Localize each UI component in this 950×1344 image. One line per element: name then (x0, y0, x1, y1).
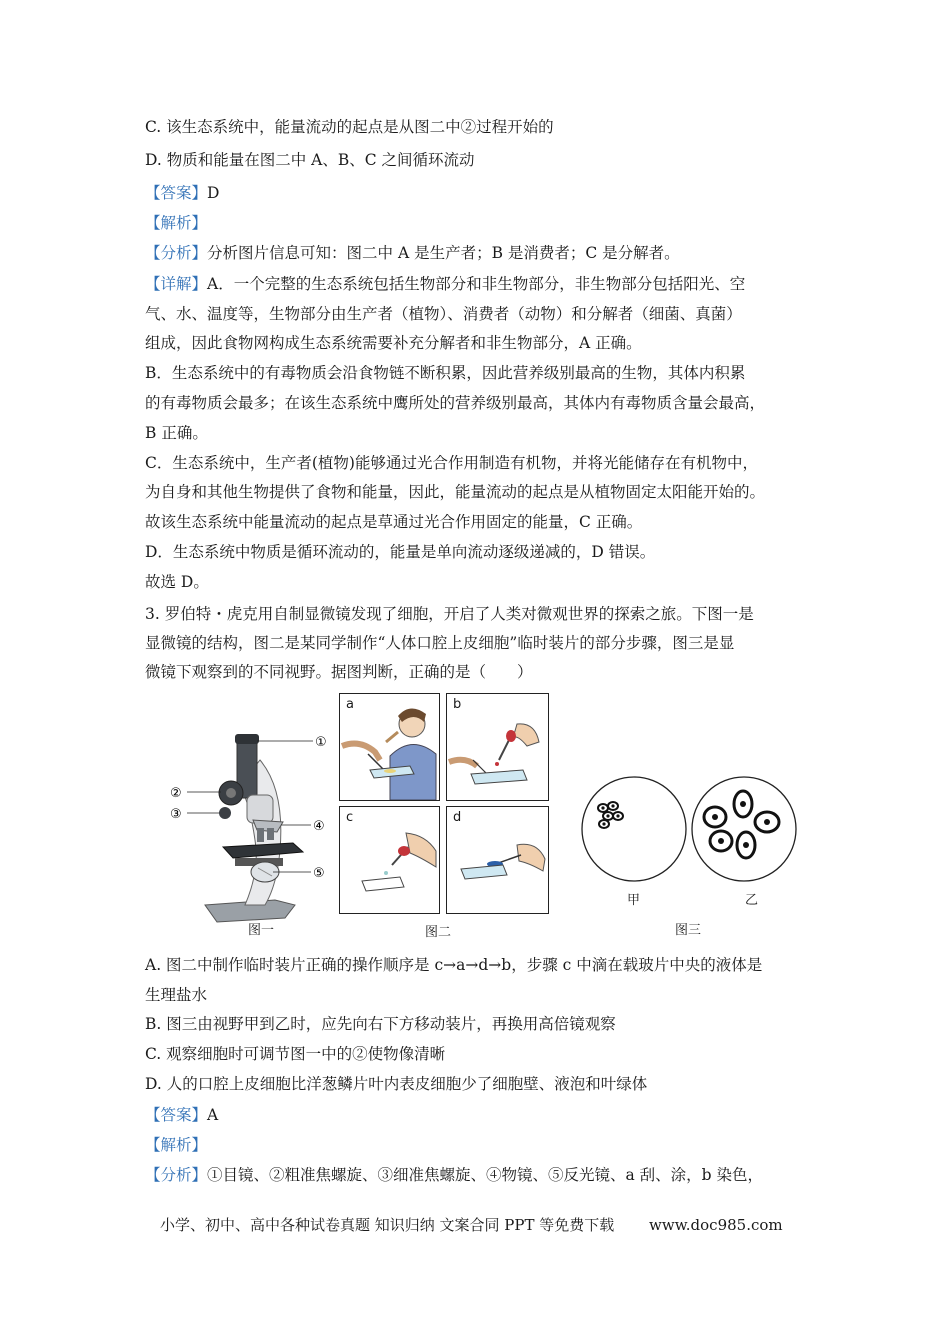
section-tag: 【答案】 (145, 1106, 208, 1124)
line-text: 分析图片信息可知：图二中 A 是生产者；B 是消费者；C 是分解者。 (207, 244, 680, 262)
text-line (145, 1105, 218, 1125)
caption-fig1: 图一 (248, 923, 275, 938)
panel-a-drawing (340, 694, 439, 800)
line-text: 3. 罗伯特・虎克用自制显微镜发现了细胞，开启了人类对微观世界的探索之旅。下图一是 (145, 605, 754, 623)
figure-microscope (165, 700, 340, 940)
panel-b-drawing (447, 694, 548, 800)
text-line (145, 542, 655, 562)
line-text: C. 该生态系统中，能量流动的起点是从图二中②过程开始的 (145, 118, 554, 136)
text-line (145, 304, 742, 324)
text-line (145, 213, 207, 233)
text-line (145, 1165, 763, 1185)
footer-text: 小学、初中、高中各种试卷真题 知识归纳 文案合同 PPT 等免费下载 (160, 1216, 615, 1234)
marker-4: ④ (313, 819, 325, 834)
text-line (145, 955, 762, 975)
line-text: A．一个完整的生态系统包括生物部分和非生物部分，非生物部分包括阳光、空 (207, 275, 746, 293)
line-text: C．生态系统中，生产者(植物)能够通过光合作用制造有机物，并将光能储存在有机物中， (145, 454, 758, 472)
panel-a-label: a (346, 697, 354, 712)
text-line (145, 633, 734, 653)
label-jia: 甲 (627, 893, 641, 908)
label-yi: 乙 (745, 893, 759, 908)
text-line (145, 363, 745, 383)
section-tag: 【答案】 (145, 184, 208, 202)
text-line (145, 512, 642, 532)
text-line (145, 1014, 616, 1034)
footer (160, 1214, 783, 1235)
text-line (145, 453, 758, 473)
line-text: D．生态系统中物质是循环流动的，能量是单向流动逐级递减的，D 错误。 (145, 543, 656, 561)
line-text: 故该生态系统中能量流动的起点是草通过光合作用固定的能量，C 正确。 (145, 513, 643, 531)
line-text: B. 图三由视野甲到乙时，应先向右下方移动装片，再换用高倍镜观察 (145, 1015, 616, 1033)
line-text: D. 物质和能量在图二中 A、B、C 之间循环流动 (145, 151, 475, 169)
text-line (145, 274, 745, 294)
line-text: 组成，因此食物网构成生态系统需要补充分解者和非生物部分，A 正确。 (145, 334, 642, 352)
footer-url[interactable]: www.doc985.com (649, 1216, 783, 1234)
microscope-drawing (165, 700, 340, 940)
line-text: 故选 D。 (145, 573, 209, 591)
panel-c-label: c (346, 810, 354, 825)
line-text: 为自身和其他生物提供了食物和能量，因此，能量流动的起点是从植物固定太阳能开始的。 (145, 483, 766, 501)
text-line (145, 572, 209, 592)
line-text: B．生态系统中的有毒物质会沿食物链不断积累，因此营养级别最高的生物，其体内积累 (145, 364, 746, 382)
text-line (145, 183, 219, 203)
line-text: 的有毒物质会最多；在该生态系统中鹰所处的营养级别最高，其体内有毒物质含量会最高， (145, 394, 766, 412)
line-text: 气、水、温度等，生物部分由生产者（植物）、消费者（动物）和分解者（细菌、真菌） (145, 305, 742, 323)
caption-fig3: 图三 (675, 923, 702, 938)
panel-c (339, 806, 440, 914)
panel-d (446, 806, 549, 914)
panel-d-drawing (447, 807, 548, 913)
section-tag: 【分析】 (145, 1166, 208, 1184)
line-text: D. 人的口腔上皮细胞比洋葱鳞片叶内表皮细胞少了细胞壁、液泡和叶绿体 (145, 1075, 648, 1093)
marker-1: ① (315, 735, 327, 750)
text-line (145, 1135, 207, 1155)
text-line (145, 482, 765, 502)
text-line (145, 423, 208, 443)
marker-5: ⑤ (313, 866, 325, 881)
section-tag: 【解析】 (145, 214, 208, 232)
line-text: A. 图二中制作临时装片正确的操作顺序是 c→a→d→b，步骤 c 中滴在载玻片中央的液体是 (145, 956, 763, 974)
line-text: ①目镜、②粗准焦螺旋、③细准焦螺旋、④物镜、⑤反光镜、a 刮、涂，b 染色， (207, 1166, 764, 1184)
line-text: A (207, 1106, 219, 1124)
line-text: C. 观察细胞时可调节图一中的②使物像清晰 (145, 1045, 446, 1063)
panel-a (339, 693, 440, 801)
figure-views (578, 775, 803, 885)
text-line (145, 985, 207, 1005)
text-line (145, 150, 475, 170)
panel-b (446, 693, 549, 801)
text-line (145, 1044, 445, 1064)
text-line (145, 333, 642, 353)
text-line (145, 604, 754, 624)
section-tag: 【解析】 (145, 1136, 208, 1154)
text-line (145, 117, 554, 137)
line-text: D (207, 184, 220, 202)
panel-d-label: d (453, 810, 462, 825)
panel-b-label: b (453, 697, 462, 712)
caption-fig2: 图二 (425, 925, 452, 940)
section-tag: 【分析】 (145, 244, 208, 262)
panel-c-drawing (340, 807, 439, 913)
section-tag: 【详解】 (145, 275, 208, 293)
text-line (145, 1074, 647, 1094)
marker-2: ② (170, 786, 182, 801)
text-line (145, 243, 680, 263)
text-line (145, 662, 533, 682)
text-line (145, 393, 765, 413)
line-text: B 正确。 (145, 424, 208, 442)
line-text: 生理盐水 (145, 986, 208, 1004)
line-text: 显微镜的结构，图二是某同学制作“人体口腔上皮细胞”临时装片的部分步骤，图三是显 (145, 634, 735, 652)
line-text: 微镜下观察到的不同视野。据图判断，正确的是（ ） (145, 663, 533, 681)
marker-3: ③ (170, 807, 182, 822)
